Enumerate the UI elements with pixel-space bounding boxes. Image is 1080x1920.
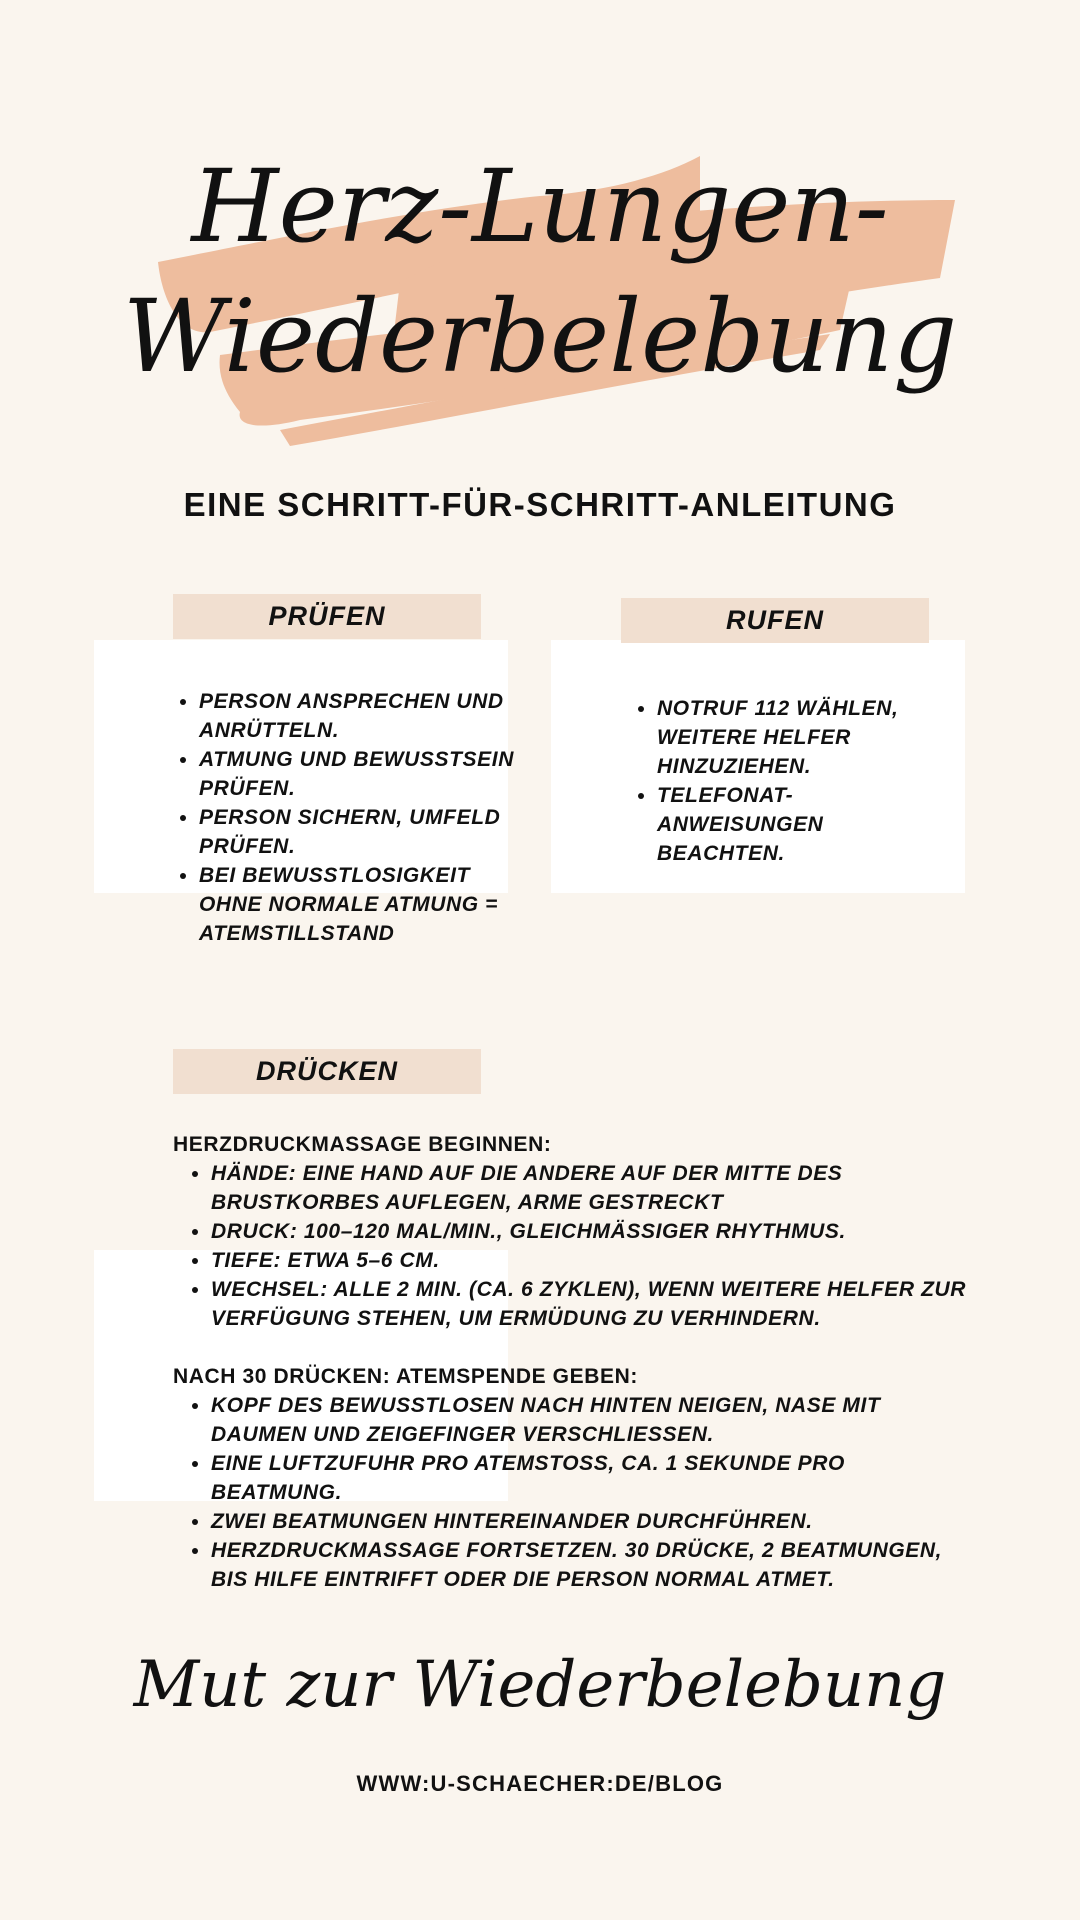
list-item: • ATMUNG UND BEWUSSTSEIN PRÜFEN.: [199, 745, 529, 803]
druecken-list-2: [173, 1391, 973, 1594]
list-item: • HÄNDE: EINE HAND AUF DIE ANDERE AUF DER MITTE DES BRUSTKORBES AUFLEGEN, ARME GESTRECKT: [211, 1159, 973, 1217]
list-item: • NOTRUF 112 WÄHLEN, WEITERE HELFER HINZUZIEHEN.: [657, 694, 947, 781]
list-item: • EINE LUFTZUFUHR PRO ATEMSTOSS, CA. 1 SEKUNDE PRO BEATMUNG.: [211, 1449, 973, 1507]
pruefen-tag: PRÜFEN: [173, 594, 481, 639]
list-item: • WECHSEL: ALLE 2 MIN. (CA. 6 ZYKLEN), WENN WEITERE HELFER ZUR VERFÜGUNG STEHEN, UM ERMÜDUNG ZU VERHINDERN.: [211, 1275, 973, 1333]
druecken-intro-2: NACH 30 DRÜCKEN: ATEMSPENDE GEBEN:: [173, 1365, 638, 1388]
tagline: Mut zur Wiederbelebung: [133, 1648, 947, 1722]
rufen-tag: RUFEN: [621, 598, 929, 643]
druecken-tag: DRÜCKEN: [173, 1049, 481, 1094]
list-item: • HERZDRUCKMASSAGE FORTSETZEN. 30 DRÜCKE, 2 BEATMUNGEN, BIS HILFE EINTRIFFT ODER DIE PERSON NORMAL ATMET.: [211, 1536, 973, 1594]
list-item: • TIEFE: ETWA 5–6 CM.: [211, 1246, 973, 1275]
druecken-intro-1: HERZDRUCKMASSAGE BEGINNEN:: [173, 1133, 552, 1156]
druecken-content: [173, 1130, 973, 1594]
pruefen-list: [175, 687, 529, 948]
list-item: • PERSON SICHERN, UMFELD PRÜFEN.: [199, 803, 529, 861]
list-item: • TELEFONAT-ANWEISUNGEN BEACHTEN.: [657, 781, 947, 868]
title-line-1: Herz-Lungen-: [191, 148, 889, 265]
list-item: • KOPF DES BEWUSSTLOSEN NACH HINTEN NEIGEN, NASE MIT DAUMEN UND ZEIGEFINGER VERSCHLIESSEN.: [211, 1391, 973, 1449]
list-item: • ZWEI BEATMUNGEN HINTEREINANDER DURCHFÜHREN.: [211, 1507, 973, 1536]
druecken-list-1: [173, 1159, 973, 1333]
title-line-2: Wiederbelebung: [122, 278, 958, 395]
website-link[interactable]: WWW:U-SCHAECHER:DE/BLOG: [356, 1771, 724, 1796]
rufen-list: [633, 694, 947, 868]
list-item: • PERSON ANSPRECHEN UND ANRÜTTELN.: [199, 687, 529, 745]
subtitle: EINE SCHRITT-FÜR-SCHRITT-ANLEITUNG: [183, 486, 897, 523]
list-item: • BEI BEWUSSTLOSIGKEIT OHNE NORMALE ATMUNG = ATEMSTILLSTAND: [199, 861, 529, 948]
list-item: • DRUCK: 100–120 MAL/MIN., GLEICHMÄSSIGER RHYTHMUS.: [211, 1217, 973, 1246]
